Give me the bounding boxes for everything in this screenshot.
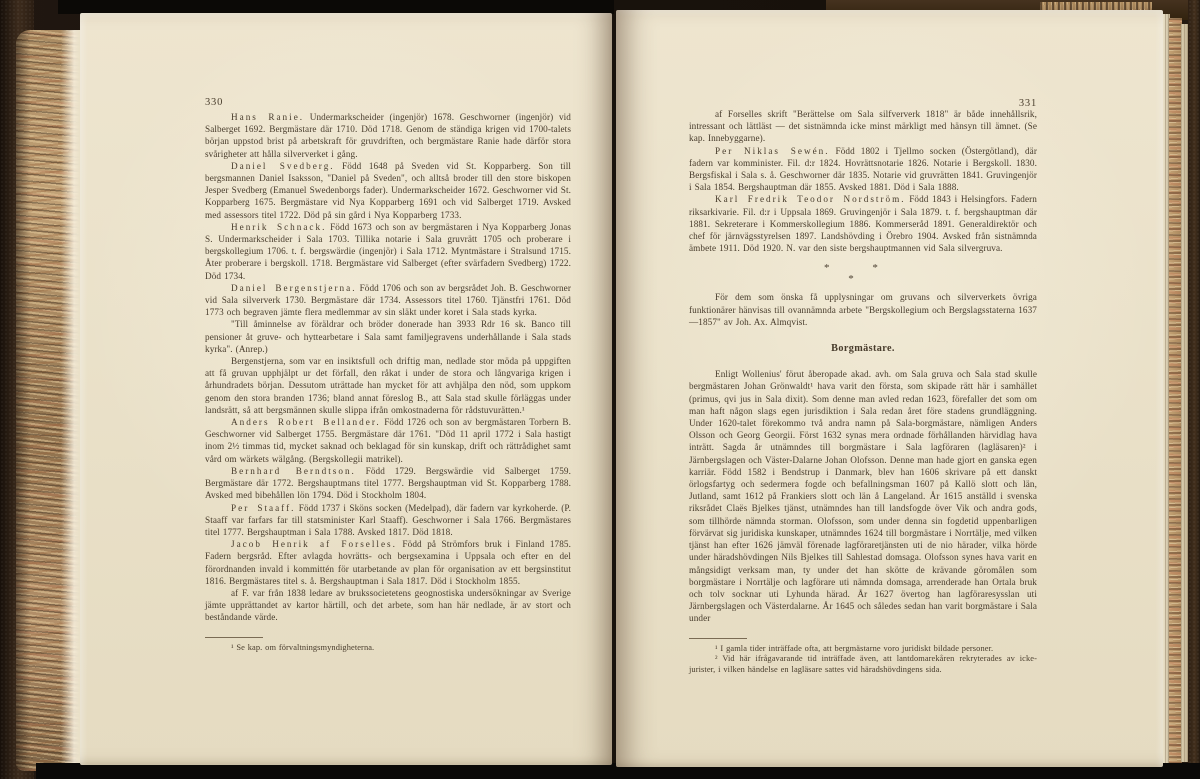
background-shadow-top (58, 0, 614, 14)
asterisk: * (872, 262, 878, 275)
footnote: ¹ Se kap. om förvaltningsmyndigheterna. (231, 642, 375, 652)
paragraph-text: Född 1737 i Sköns socken (Medelpad), där fadern var kyrkoherde. (P. Staaff var farfars far till statsminister Karl Staaff). Geschworner i Sala 1766. Bergmästares titel 1777. Bergshauptman i Sala 1788. Avsked 1817. Död 1818. (205, 502, 571, 537)
paragraph-text: Född 1706 och son av bergsrådet Joh. B. Geschworner vid Sala silververk 1730. Bergmästare där 1734. Assessors titel 1760. Tjänstfri 1761. Död 1773 och begraven jämte flera medlemmar av sin släkt under koret i Sala stads kyrka. (205, 282, 572, 318)
person-name: Per Niklas Sewén. (715, 145, 830, 156)
paragraph-text: Född 1802 i Tjellmo socken (Östergötland), där fadern var komminister. Fil. d:r 1824. Hovrättsnotarie 1826. Notarie i Bergskoll. 1830. Bergsfiskal i Sala s. å. Geschworner där 1835. Notarie vid gruvrätten 1841. Gruvingenjör i Sala 1854. Bergshauptman där 1855. Avsked 1881. Död i Sala 1888. (689, 145, 1038, 193)
paragraph (205, 355, 571, 416)
paragraph (205, 416, 571, 465)
page-330 (80, 13, 612, 765)
paragraph (205, 111, 571, 160)
person-name: Jacob Henrik af Forselles. (231, 539, 397, 550)
footnote: ² Vid här ifrågavarande tid inträffade även, att lantdomarekåren rekryterades av icke-jurister, i vilken händelse en lagläsare sattes vid häradshövdingens sida. (689, 654, 1037, 674)
person-name: Per Staaff. (231, 502, 296, 513)
footnote-rule (205, 637, 263, 638)
paragraph-text: Född 1729. Bergswärdie vid Salberget 1759. Bergmästare där 1772. Bergshauptmans titel 1777. Bergshauptman vid St. Kopparberg 1788. Avsked med bibehållen lön 1794. Död i Stockholm 1804. (205, 465, 572, 501)
paragraph (205, 538, 571, 587)
person-name: Hans Ranie. (231, 112, 305, 122)
paragraph (689, 291, 1037, 328)
paragraph (205, 502, 571, 539)
paragraph-text: Född 1673 och son av bergmästaren i Nya Kopparberg Jonas S. Undermarkscheider i Sala 1703. Tillika notarie i Sala gruvrätt 1705 och proberare i bergskollegium 1706. t. f. bergswärdie (ingenjör) i Sala 1712. Myntmästare i Stralsund 1715. Åter proberare i bergskoll. 1718. Bergmästare vid Salberget (efter svärfadern Svedberg) 1722. Död 1734. (205, 221, 571, 281)
paragraph (205, 221, 571, 282)
person-name: Daniel Svedberg. (231, 160, 335, 171)
page-331 (616, 10, 1163, 767)
paragraph (205, 587, 571, 624)
paragraph-text: Född 1648 på Sveden vid St. Kopparberg. Son till bergsmannen Daniel Isaksson, "Daniel på Sveden", och alltså broder till den store biskopen Jesper Svedberg (Emanuel Swedenborgs fader). Undermarkscheider 1672. Geschworner vid St. Kopparberg 1675. Bergmästare vid Nya Kopparberg 1691 och vid Salberget 1719. Avsked med assessors titel 1722. Död på sin gård i Nya Kopparberg 1733. (205, 160, 571, 220)
paragraph (205, 465, 571, 502)
person-name: Daniel Bergenstjerna. (231, 282, 357, 293)
asterisk-divider (824, 263, 878, 284)
paragraph-text: Undermarkscheider (ingenjör) 1678. Geschworner (ingenjör) vid Salberget 1692. Bergmästare där 1710. Död 1718. Genom de ständiga krigen vid 1700-talets början uppstod brist på arbetskraft för gruvdriften, och bergmästare Ranie hade därför stora svårigheter att hålla silververket i gång. (205, 112, 571, 159)
footnote: ¹ I gamla tider inträffade ofta, att bergmästarne voro juridiskt bildade personer. (715, 643, 994, 653)
paragraph-text: Född 1843 i Helsingfors. Fadern riksarkivarie. Fil. d:r i Uppsala 1869. Gruvingenjör i Sala 1879. t. f. bergshauptman där 1881. Sekreterare i Kommerskollegium 1886. Kommerseråd 1891. Generaldirektör och chef för järnvägsstyrelsen 1897. Landshövding i Örebro 1904. Avsked från sistnämnda ämbete 1911. Död 1920. N. var den siste bergshauptmannen vid Sala silvergruva. (689, 194, 1038, 254)
paragraph-text: Född på Strömfors bruk i Finland 1785. Fadern bergsråd. Efter avlagda hovrätts- och bergsexamina i Uppsala och efter en del förordnanden invald i kommittén för utarbetande av plan för organisation av ett bergsinstitut 1816. Bergmästares titel s. å. Bergshauptman i Sala 1817. Död i Stockholm 1855. (205, 539, 571, 586)
person-name: Bernhard Berndtson. (231, 465, 356, 476)
paragraph-text: af Forselles skrift "Berättelse om Sala silfververk 1818" är både innehållsrik, intressant och lättläst — det sistnämnda icke minst märkligt med hänsyn till ämnet. (Se kap. Innebyggarne). (689, 109, 1037, 144)
page-331-text-column (689, 108, 1037, 675)
person-name: Karl Fredrik Teodor Nordström. (715, 194, 906, 205)
paragraph (689, 368, 1037, 624)
paragraph (689, 193, 1037, 254)
paragraph-quote (205, 318, 571, 355)
page-330-text-column (205, 111, 571, 653)
footnote-rule (689, 638, 747, 639)
book-cover-right (1188, 0, 1200, 779)
paragraph (689, 145, 1037, 194)
asterisk: * (848, 273, 854, 286)
paragraph-text: Bergenstjerna, som var en insiktsfull och driftig man, nedlade stor möda på uppgiften att få gruvan upphjälpt ur det förfall, den råkat i under de stora och långvariga krigen i århundradets början. Dessutom uträttade han mycket för att avhjälpa den nöd, som uppkom genom den stora branden 1736; bland annat föreslog B., att Sala stad skulle förläggas under landsrätt, så att bergsmännen skulle slippa ifrån omkostnaderna för rådstuvurätten.¹ (205, 356, 571, 415)
page-number: 331 (1018, 98, 1037, 109)
paragraph (205, 160, 571, 221)
paragraph-text: af F. var från 1838 ledare av brukssocietetens geognostiska undersökningar av Sverige jämte upprättandet av kartor härtill, och det arbete, som han här nedlade, är av stort och beståndande värde. (205, 587, 571, 623)
asterisk: * (824, 262, 830, 275)
paragraph (689, 108, 1037, 145)
section-heading: Borgmästare. (831, 343, 895, 355)
page-number: 330 (205, 97, 224, 108)
paragraph-text: "Till åminnelse av föräldrar och bröder donerade han 3933 Rdr 16 sk. Banco till pensioner åt gruve- och hyttearbetare i Sala samt familjegravens underhållande i Sala stads kyrka". (Anrep.) (205, 319, 571, 354)
person-name: Henrik Schnack. (231, 221, 327, 232)
paragraph-text: Född 1726 och son av bergmästaren Torbern B. Geschworner vid Salberget 1755. Bergmästare där 1761. "Död 11 april 1772 i Sala hastigt inom 2½ timmas tid, mycket saknad och beklagad för sin kunskap, drift och rättrådighet samt vård om wärkets wälgång. (Bergskollegii matrikel). (205, 417, 572, 464)
person-name: Anders Robert Bellander. (231, 417, 381, 428)
paragraph-text: För dem som önska få upplysningar om gruvans och silververkets övriga funktionärer hänvisas till ovannämnda arbete "Bergskollegium och Bergslagsstaterna 1637—1857" av Joh. Ax. Almqvist. (689, 292, 1037, 327)
paragraph (205, 282, 571, 319)
paragraph-text: Enligt Wollenius' förut åberopade akad. avh. om Sala gruva och Sala stad skulle bergmästaren Johan Grönwaldt¹ hava varit den första, som skipade rätt här i samhället (primus, qvi jus in Sala dixit). Som denne man avled redan 1623, förefaller det som om man haft någon slags egen jurisdiktion i Sala redan året före stadens grundläggning. Under 1620-talet förekommo två andra namn på Sala-borgmästare, nämligen Anders Olsson och Georg Georgii. Först 1632 synas mera ordnade förhållanden härvidlag hava inträtt. Sagda år utnämndes till borgmästare i Sala lagföraren (lagläsaren)² i Järnbergslagen och Väster-Dalarne Johan Olofsson. Denne man hade gjort en ganska egen karriär. Född 1582 i Bendstrup i Danmark, blev han 1606 skrivare på ett danskt örlogsfartyg och sedermera fogde och befallningsman 1607 på Kallö slott och län, Jutland, samt 1612 på Frankiers slott och län å Langeland. År 1615 anställd i svenska riksrådet Claës Bjelkes tjänst, utnämndes han till landsfogde över Vik och andra gods, som tillhörde nämnda storman. Olofsson, som under denna sin fogdetid uppenbarligen förvärvat sig juridiska kunskaper, utnämndes 1624 till borgmästare i Norrtälje, med vilken tjänst han efter 1626 jämväl förenade lagföraretjänsten uti de nio härader, vilka hörde under häradshövdingen Nils Bjelkes till Sahlestad domsaga. Olofsson synes hava varit en mångsidigt verksam man, ty under det han skötte de krävande göromålen som borgmästare i Norrtälje och lagförare uti nämnda domsaga, arrenderade han Ortala bruk och tolv socknar uti Lyhunda härad. År 1627 övertog han lagföraresysslan uti Järnbergslagen och Västerdalarne. År 1645 och således sedan han varit borgmästare i Sala under (689, 369, 1037, 624)
marbled-fore-edge-left (16, 30, 82, 771)
